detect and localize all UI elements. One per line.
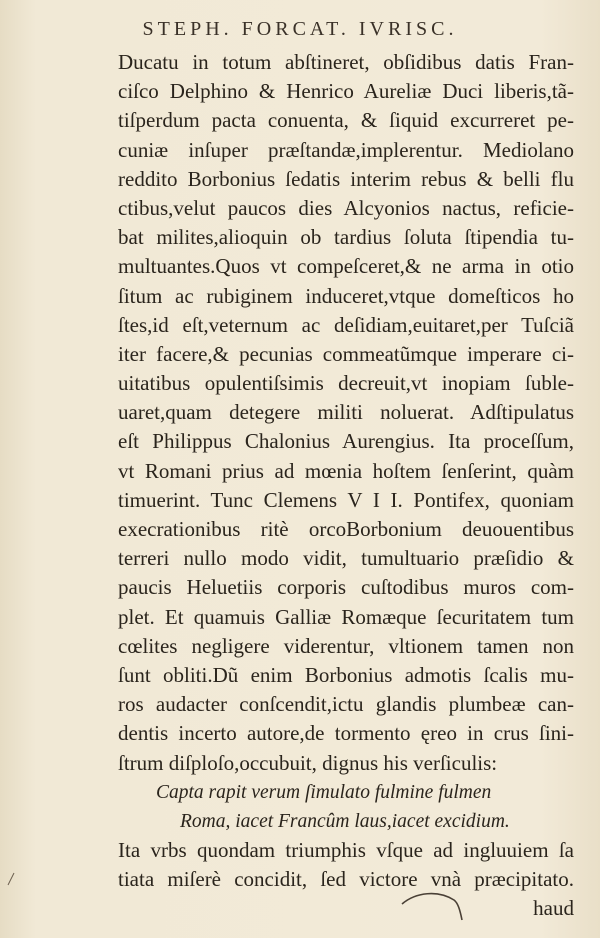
text-line: tiſperdum pacta conuenta, & ſiquid excurreret pe- [118, 108, 574, 133]
text-line: timuerint. Tunc Clemens V I I. Pontifex, quoniam [118, 487, 574, 512]
text-line: paucis Heluetiis corporis cuſtodibus muros com- [118, 575, 574, 600]
catchword: haud [533, 896, 574, 921]
text-line: bat milites,alioquin ob tardius ſoluta ſtipendia tu- [118, 225, 574, 250]
text-line: cuniæ inſuper præſtandæ,implerentur. Mediolano [118, 137, 574, 162]
text-line: ſunt obliti.Dũ enim Borbonius admotis ſcalis mu- [118, 662, 574, 687]
text-line: ſitum ac rubiginem induceret,vtque domeſticos ho [118, 283, 574, 308]
body-text [118, 48, 574, 924]
running-head-right: IVRISC. [358, 18, 458, 40]
text-line: Ita vrbs quondam triumphis vſque ad ingluuiem ſa [118, 838, 574, 863]
text-line: ctibus,velut paucos dies Alcyonios nactus, reficie- [118, 195, 574, 220]
running-head-left: STEPH. [142, 18, 233, 40]
text-line: tiata miſerè concidit, ſed victore vnà præcipitato. [118, 867, 574, 892]
text-line: execrationibus ritè orcoBorbonium deuouentibus [118, 517, 574, 541]
text-line: plet. Et quamuis Galliæ Romæque ſecuritatem tum [118, 604, 574, 629]
text-line: reddito Borbonius ſedatis interim rebus & belli flu [118, 166, 574, 191]
text-line: ſtes,id eſt,veternum ac deſidiam,euitaret,per Tuſciã [118, 312, 574, 337]
text-line: uitatibus opulentiſsimis decreuit,vt inopiam ſuble- [118, 371, 574, 396]
text-line: uaret,quam detegere militi noluerat. Adſtipulatus [118, 400, 574, 425]
running-head [0, 18, 600, 41]
text-line: multuantes.Quos vt compeſceret,& ne arma in otio [118, 254, 574, 279]
verse-line: Roma, iacet Francûm laus,iacet excidium. [180, 810, 510, 832]
printer-ornament-icon [398, 890, 468, 924]
text-line: Ducatu in totum abſtineret, obſidibus datis Fran- [118, 50, 574, 74]
text-line: terreri nullo modo vidit, tumultuario præſidio & [118, 546, 574, 571]
text-line: iter facere,& pecunias commeatũmque imperare ci- [118, 341, 574, 366]
text-line: ciſco Delphino & Henrico Aureliæ Duci liberis,tã- [118, 79, 574, 104]
text-line: eſt Philippus Chalonius Aurengius. Ita proceſſum, [118, 429, 574, 454]
text-line: cœlites negligere viderentur, vltionem tamen non [118, 633, 574, 658]
verse-line: Capta rapit verum ſimulato fulmine fulmen [156, 781, 492, 803]
text-line: ros audacter conſcendit,ictu glandis plumbeæ can- [118, 692, 574, 717]
text-line: ſtrum diſploſo,occubuit, dignus his verſiculis: [118, 750, 498, 775]
text-line: vt Romani prius ad mœnia hoſtem ſenſerint, quàm [118, 458, 574, 483]
text-line: dentis incerto autore,de tormento ęreo in crus ſini- [118, 721, 574, 746]
running-head-middle: FORCAT. [241, 18, 350, 40]
margin-mark-icon [6, 872, 16, 886]
